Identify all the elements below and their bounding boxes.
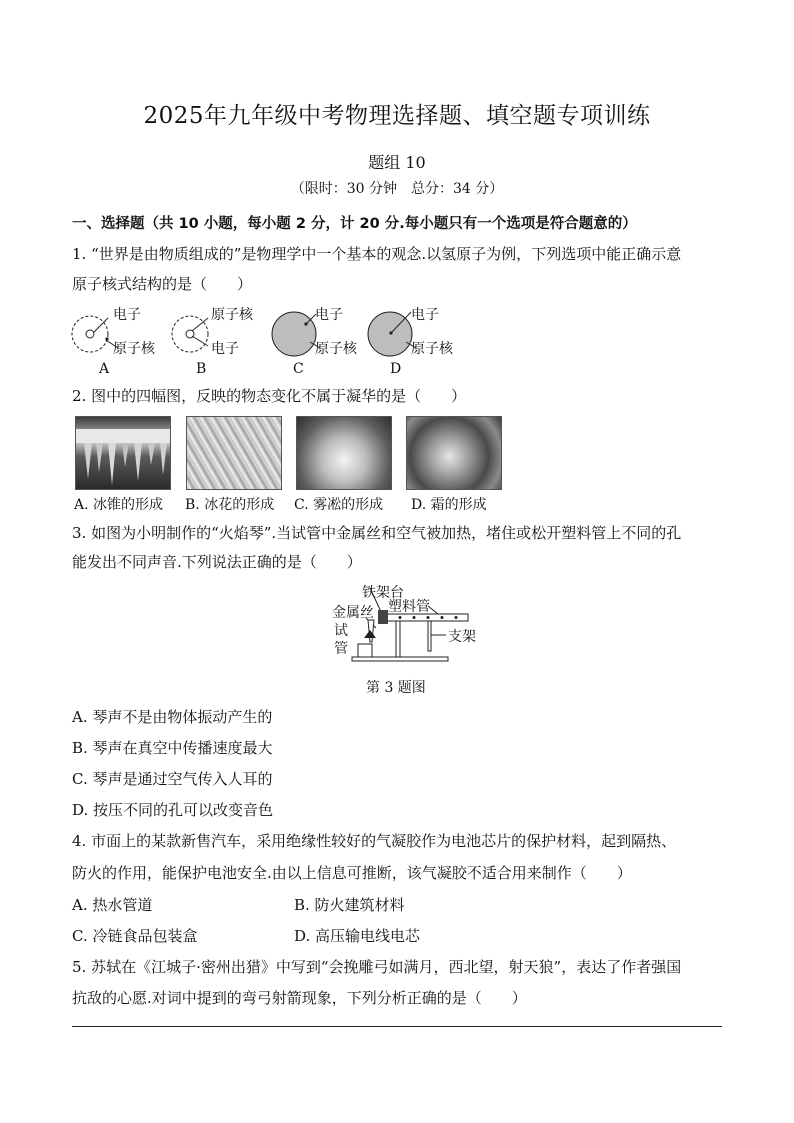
question-5-line-1: 5. 苏轼在《江城子·密州出猎》中写到“会挽雕弓如满月，西北望，射天狼”，表达了作者强国 — [72, 958, 682, 976]
q1-b-letter: B — [196, 361, 207, 377]
label-support: 支架 — [448, 629, 476, 645]
q4-option-c: C. 冷链食品包装盒 — [72, 927, 198, 945]
q3-option-c: C. 琴声是通过空气传入人耳的 — [72, 770, 273, 788]
atom-option-a — [72, 316, 118, 352]
atom-option-b — [172, 316, 208, 352]
figure-3-caption: 第 3 题图 — [366, 680, 426, 696]
q1-c-top-label: 电子 — [315, 307, 343, 323]
q1-a-top-label: 电子 — [113, 307, 141, 323]
footer-divider — [72, 1026, 722, 1027]
q4-option-d: D. 高压输电线电芯 — [294, 927, 421, 945]
q1-b-bottom-label: 电子 — [211, 341, 239, 357]
question-5-line-2: 抗敌的心愿.对词中提到的弯弓射箭现象，下列分析正确的是（ ） — [72, 989, 527, 1007]
q1-a-letter: A — [99, 361, 110, 377]
label-plastic-tube: 塑料管 — [388, 599, 430, 615]
question-4-line-2: 防火的作用，能保护电池安全.由以上信息可推断，该气凝胶不适合用来制作（ ） — [72, 864, 632, 882]
question-3-line-1: 3. 如图为小明制作的“火焰琴”.当试管中金属丝和空气被加热，堵住或松开塑料管上不同的孔 — [72, 524, 682, 542]
section-heading: 一、选择题（共 10 小题，每小题 2 分，计 20 分.每小题只有一个选项是符合题意的） — [72, 216, 637, 232]
q2-caption-a: A. 冰锥的形成 — [74, 497, 164, 513]
question-3-line-2: 能发出不同声音.下列说法正确的是（ ） — [72, 553, 362, 571]
q2-caption-d: D. 霜的形成 — [411, 497, 487, 513]
icicle-photo — [75, 416, 171, 490]
q4-option-b: B. 防火建筑材料 — [294, 896, 405, 914]
question-2-line-1: 2. 图中的四幅图，反映的物态变化不属于凝华的是（ ） — [72, 387, 467, 405]
ice-flower-photo — [186, 416, 282, 490]
q3-option-a: A. 琴声不是由物体振动产生的 — [72, 708, 273, 726]
label-iron-stand: 铁架台 — [362, 585, 404, 601]
atom-option-c — [272, 312, 320, 356]
q4-option-a: A. 热水管道 — [72, 896, 153, 914]
q3-option-d: D. 按压不同的孔可以改变音色 — [72, 801, 274, 819]
q3-option-b: B. 琴声在真空中传播速度最大 — [72, 739, 273, 757]
q1-d-letter: D — [390, 361, 402, 377]
q1-a-bottom-label: 原子核 — [113, 341, 155, 357]
q1-c-letter: C — [293, 361, 304, 377]
time-limit: （限时：30 分钟 总分：34 分） — [290, 181, 504, 197]
q1-d-top-label: 电子 — [411, 307, 439, 323]
q1-c-bottom-label: 原子核 — [315, 341, 357, 357]
group-title: 题组 10 — [368, 153, 426, 172]
question-1-line-2: 原子核式结构的是（ ） — [72, 275, 253, 293]
label-test-tube-2: 管 — [334, 641, 348, 657]
q2-caption-c: C. 雾凇的形成 — [294, 497, 384, 513]
label-metal-wire: 金属丝 — [332, 605, 374, 621]
q1-b-top-label: 原子核 — [211, 307, 253, 323]
page-title: 2025年九年级中考物理选择题、填空题专项训练 — [143, 103, 651, 129]
atom-option-d — [368, 312, 416, 356]
q1-d-bottom-label: 原子核 — [411, 341, 453, 357]
rime-photo — [296, 416, 392, 490]
question-4-line-1: 4. 市面上的某款新售汽车，采用绝缘性较好的气凝胶作为电池芯片的保护材料，起到隔热、 — [72, 832, 677, 850]
frost-photo — [406, 416, 502, 490]
q2-caption-b: B. 冰花的形成 — [185, 497, 275, 513]
question-1-line-1: 1. “世界是由物质组成的”是物理学中一个基本的观念.以氢原子为例，下列选项中能正确示意 — [72, 245, 682, 263]
label-test-tube-1: 试 — [334, 623, 348, 639]
